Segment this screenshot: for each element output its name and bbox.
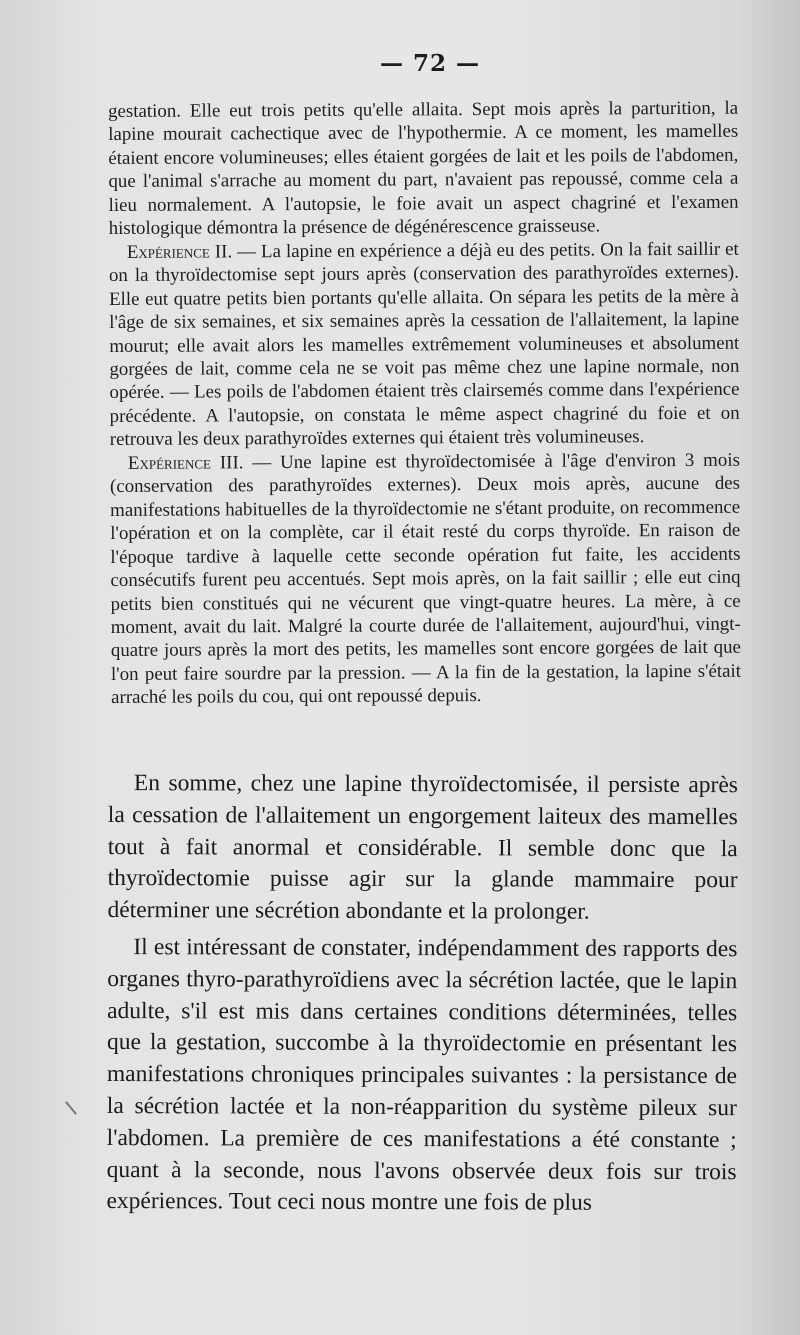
margin-mark xyxy=(65,1101,77,1115)
experiment-heading: Expérience II. xyxy=(126,241,233,263)
paragraph-text: — Une lapine est thyroïdectomisée à l'âge d'environ 3 mois (conservation des parathyroïdes externes). Deux mois après, aucune des manifestations habituelles de la thyroïdectomie ne s'étant produite, on recommence l'opération et on la complète, car il était resté du corps thyroïde. En raison de l'époque tardive à laquelle cette seconde opération fut faite, les accidents consécutifs furent peu accentués. Sept mois après, on la fait saillir ; elle eut cinq petits bien constitués qui ne vécurent que vingt-quatre heures. La mère, à ce moment, avait du lait. Malgré la courte durée de l'allaitement, aujourd'hui, vingt-quatre jours après la mort des petits, les mamelles sont encore gorgées de lait que l'on peut faire sourdre par la pression. — A la fin de la gestation, la lapine s'était arraché les poils du cou, qui ont repoussé depuis. xyxy=(109,449,742,709)
body-paragraph: Il est intéressant de constater, indépendamment des rapports des organes thyro-parathyroïdiens avec la sécrétion lactée, que le lapin adulte, s'il est mis dans certaines conditions déterminées, telles que la gestation, succombe à la thyroïdectomie en présentant les manifestations chroniques principales suivantes : la persistance de la sécrétion lactée et la non-réapparition du système pileux sur l'abdomen. La première de ces manifestations a été constante ; quant à la seconde, nous l'avons observée deux fois sur trois expériences. Tout ceci nous montre une fois de plus xyxy=(106,934,738,1217)
conclusion-text xyxy=(106,768,738,1220)
page-number: — 72 — xyxy=(379,50,481,77)
experiment-notes xyxy=(108,97,741,710)
body-paragraph: En somme, chez une lapine thyroïdectomisée, il persiste après la cessation de l'allaitement un engorgement laiteux des mamelles tout à fait anormal et considérable. Il semble donc que la thyroïdectomie puisse agir sur la glande mammaire pour déterminer une sécrétion abondante et la prolonger. xyxy=(107,770,738,925)
paragraph-text: — La lapine en expérience a déjà eu des petits. On la fait saillir et on la thyroïdectomise sept jours après (conservation des parathyroïdes externes). Elle eut quatre petits bien portants qu'elle allaita. On sépara les petits de la mère à l'âge de six semaines, et six semaines après la cessation de l'allaitement, la lapine mourut; elle avait alors les mamelles extrêmement volumineuses et absolument gorgées de lait, comme cela ne se voit pas même chez une lapine normale, non opérée. — Les poils de l'abdomen étaient très clairsemés comme dans l'expérience précédente. A l'autopsie, on constata le même aspect chagriné du foie et on retrouva les deux parathyroïdes externes qui étaient très volumineuses. xyxy=(108,238,740,451)
experiment-paragraph xyxy=(110,448,741,709)
experiment-paragraph xyxy=(108,97,739,241)
experiment-heading: Expérience III. xyxy=(127,452,244,474)
experiment-paragraph xyxy=(109,237,740,451)
paragraph-text: gestation. Elle eut trois petits qu'elle allaita. Sept mois après la parturition, la lapine mourait cachectique avec de l'hypothermie. A ce moment, les mamelles étaient encore volumineuses; elles étaient gorgées de lait et les poils de l'abdomen, que l'animal s'arrache au moment du part, n'avaient pas repoussé, comme cela a lieu normalement. A l'autopsie, le foie avait un aspect chagriné et l'examen histologique démontra la présence de dégénérescence graisseuse. xyxy=(108,97,739,240)
